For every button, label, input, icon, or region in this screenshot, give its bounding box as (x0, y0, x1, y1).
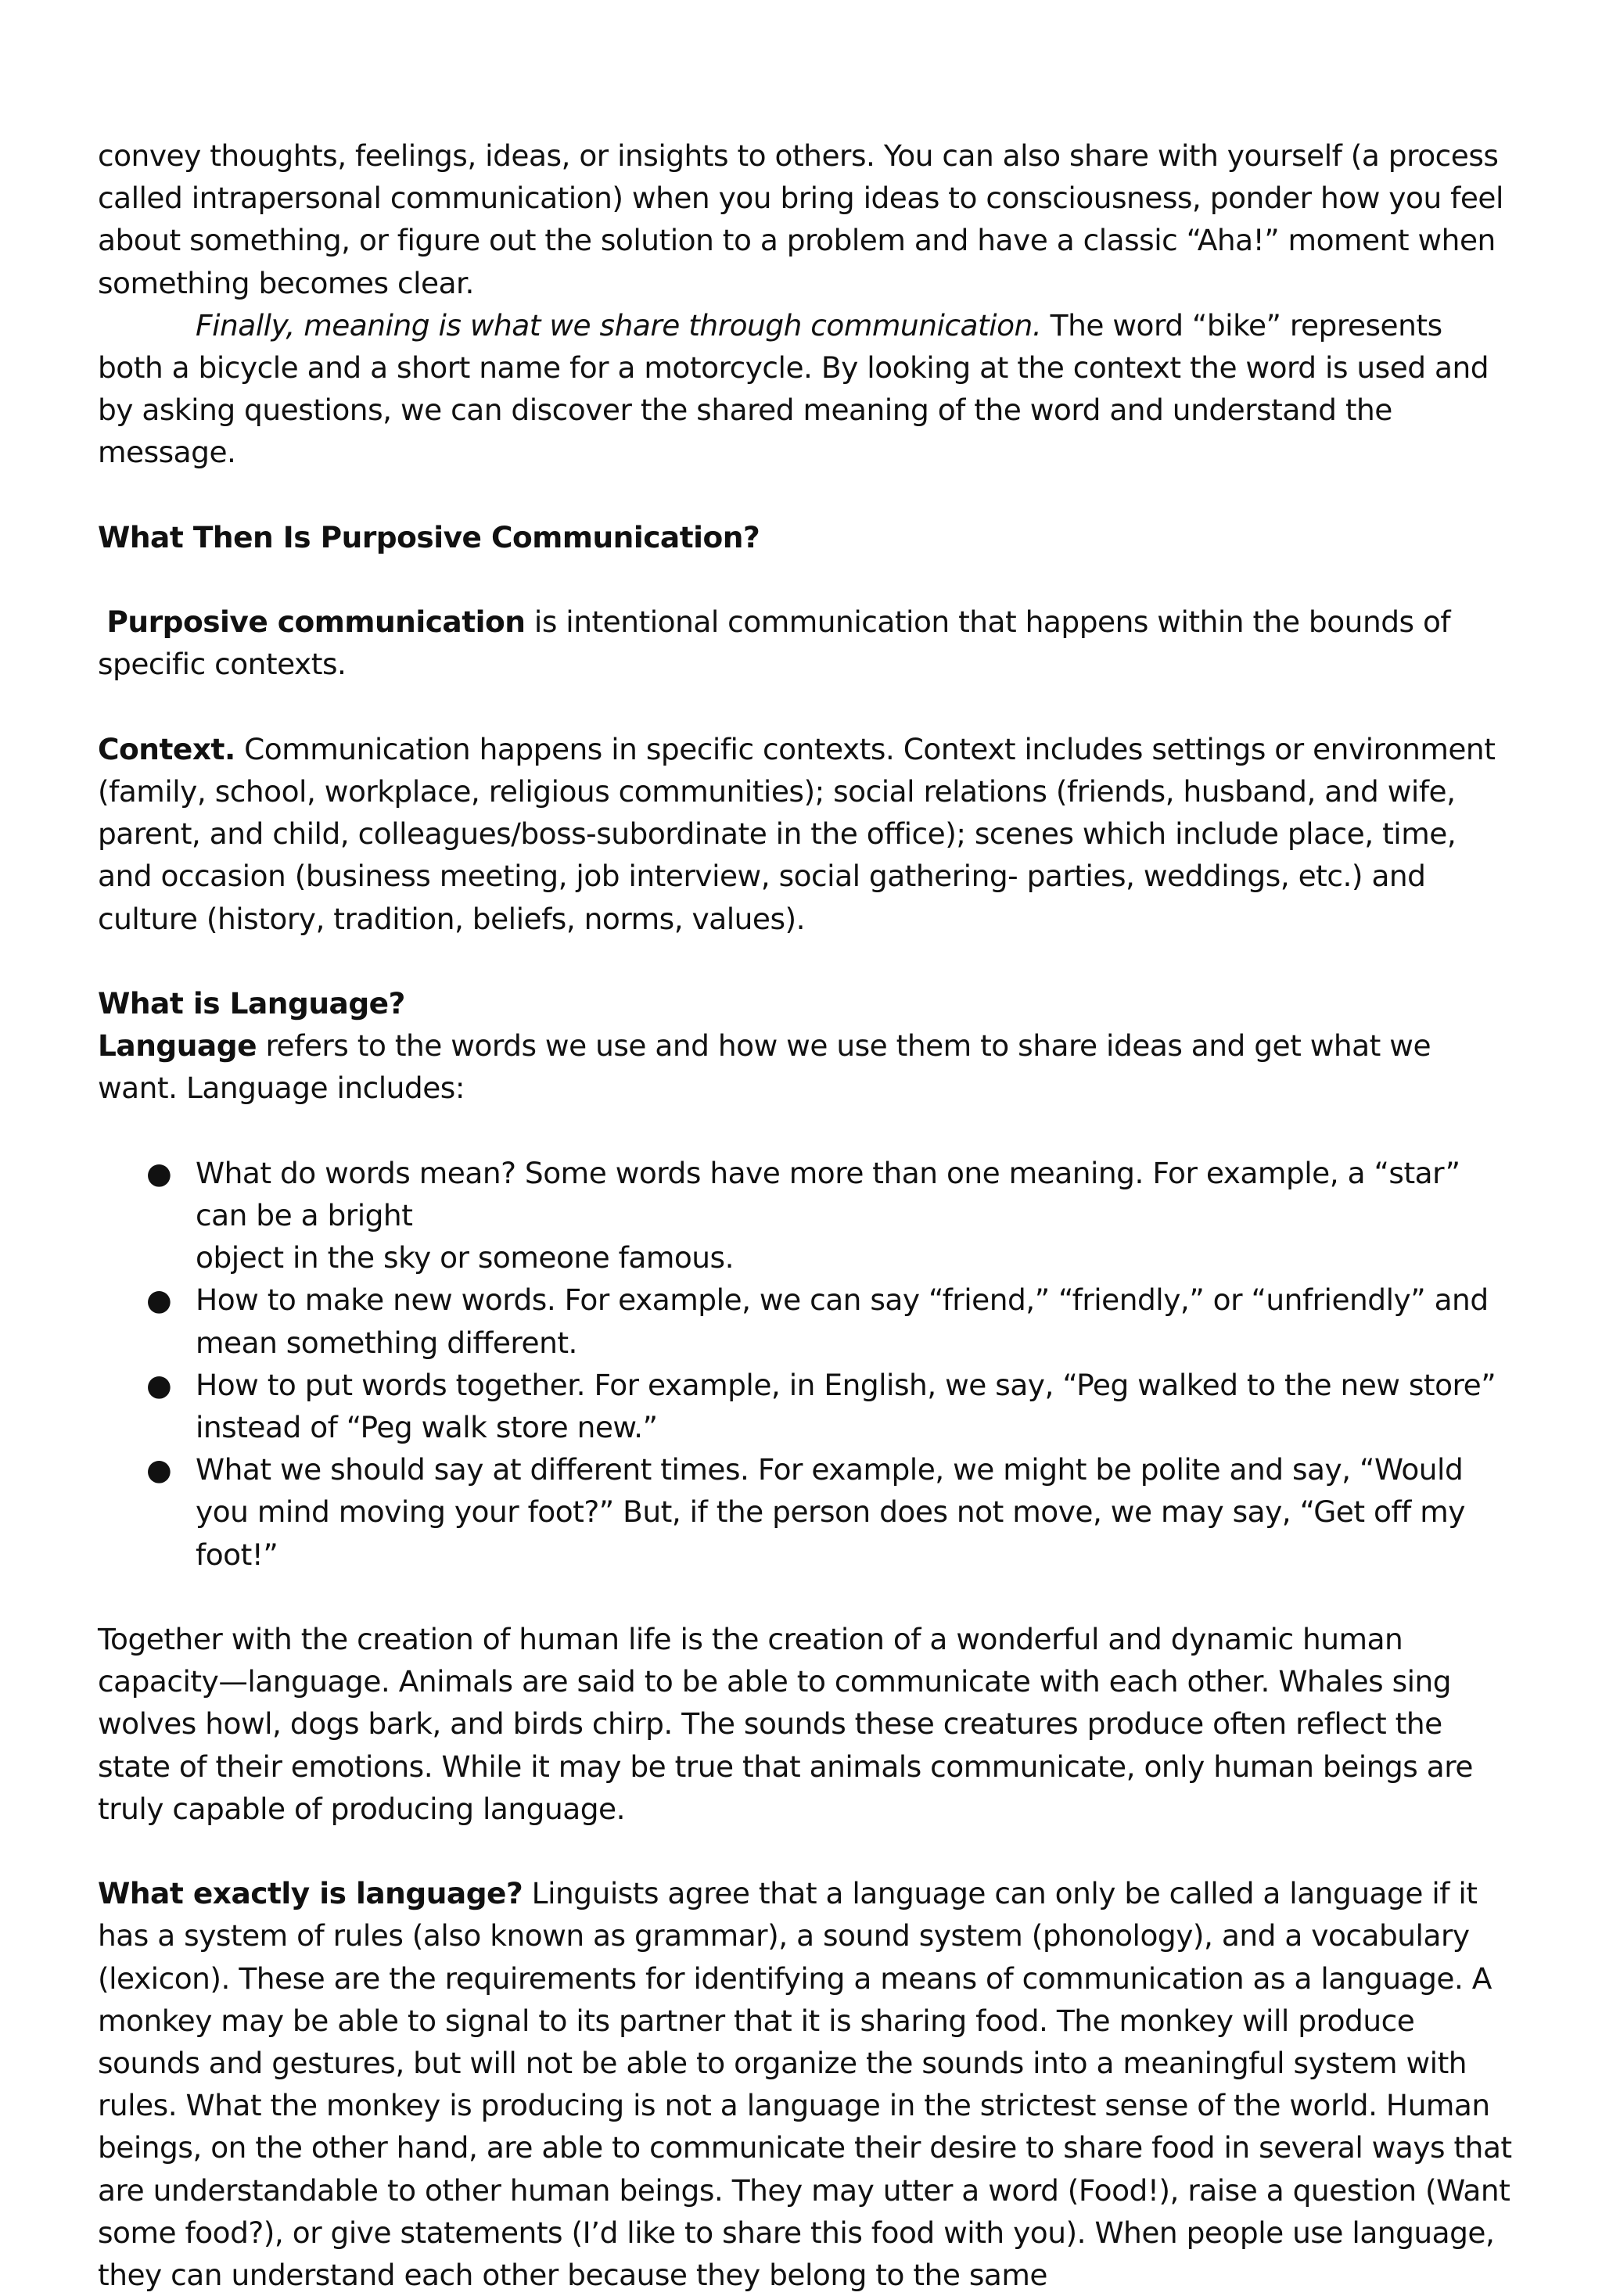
list-item-text-continued: object in the sky or someone famous. (196, 1240, 735, 1275)
list-item (98, 1448, 1514, 1576)
language-body: refers to the words we use and how we use them to share ideas and get what we want. Language includes: (98, 1028, 1431, 1106)
context-body: Communication happens in specific contexts. Context includes settings or environment (family, school, workplace, religious communities); social relations (friends, husband, and wife, parent, and child, colleagues/boss-subordinate in the office); scenes which include place, time, and occasion (business meeting, job interview, social gathering- parties, weddings, etc.) and culture (history, tradition, beliefs, norms, values). (98, 731, 1496, 936)
paragraph-language-definition (98, 1024, 1514, 1109)
list-item (98, 1364, 1514, 1448)
bullet-icon: ● (146, 1155, 172, 1190)
bullet-icon: ● (146, 1283, 172, 1318)
meaning-lead-sentence: Finally, meaning is what we share through communication. (196, 307, 1042, 343)
document-page (98, 135, 1514, 2296)
paragraph-human-language: Together with the creation of human life is the creation of a wonderful and dynamic human capacity—language. Animals are said to be able to communicate with each other. Whales sing wolves howl, dogs bark, and birds chirp. The sounds these creatures produce often reflect the state of their emotions. While it may be true that animals communicate, only human beings are truly capable of producing language. (98, 1622, 1473, 1826)
language-term: Language (98, 1028, 257, 1064)
list-item (98, 1279, 1514, 1363)
list-item-text: How to put words together. For example, in English, we say, “Peg walked to the new store” instead of “Peg walk store new.” (196, 1367, 1496, 1445)
meaning-body: The word “bike” represents both a bicycle and a short name for a motorcycle. By looking at the context the word is used and by asking questions, we can discover the shared meaning of the word and understand the message. (98, 307, 1489, 470)
paragraph-communication-sharing: convey thoughts, feelings, ideas, or insights to others. You can also share with yourself (a process called intrapersonal communication) when you bring ideas to consciousness, ponder how you feel about something, or figure out the solution to a problem and have a classic “Aha!” moment when something becomes clear. (98, 138, 1503, 300)
paragraph-meaning (98, 304, 1514, 474)
paragraph-what-exactly-is-language (98, 1872, 1514, 2296)
list-item-text: How to make new words. For example, we can say “friend,” “friendly,” or “unfriendly” and mean something different. (196, 1283, 1489, 1360)
paragraph-context (98, 728, 1514, 940)
bullet-icon: ● (146, 1367, 172, 1402)
purposive-term: Purposive communication (106, 604, 526, 640)
context-term: Context. (98, 731, 235, 766)
language-includes-list (98, 1152, 1514, 1576)
bullet-icon: ● (146, 1452, 172, 1487)
purposive-body: is intentional communication that happens within the bounds of specific contexts. (98, 604, 1451, 682)
heading-what-is-language: What is Language? (98, 986, 405, 1021)
exactly-term: What exactly is language? (98, 1876, 523, 1911)
list-item (98, 1152, 1514, 1279)
list-item-text: What do words mean? Some words have more than one meaning. For example, a “star” can be a bright (196, 1155, 1460, 1232)
list-item-text: What we should say at different times. For example, we might be polite and say, “Would you mind moving your foot?” But, if the person does not move, we may say, “Get off my foot!” (196, 1452, 1465, 1572)
paragraph-purposive-definition (98, 601, 1514, 685)
heading-purposive-communication: What Then Is Purposive Communication? (98, 519, 760, 554)
exactly-body: Linguists agree that a language can only be called a language if it has a system of rules (also known as grammar), a sound system (phonology), and a vocabulary (lexicon). These are the requirements for identifying a means of communication as a language. A monkey may be able to signal to its partner that it is sharing food. The monkey will produce sounds and gestures, but will not be able to organize the sounds into a meaningful system with rules. What the monkey is producing is not a language in the strictest sense of the world. Human beings, on the other hand, are able to communicate their desire to share food in several ways that are understandable to other human beings. They may utter a word (Food!), raise a question (Want some food?), or give statements (I’d like to share this food with you). When people use language, they can understand each other because they belong to the same (98, 1876, 1512, 2293)
